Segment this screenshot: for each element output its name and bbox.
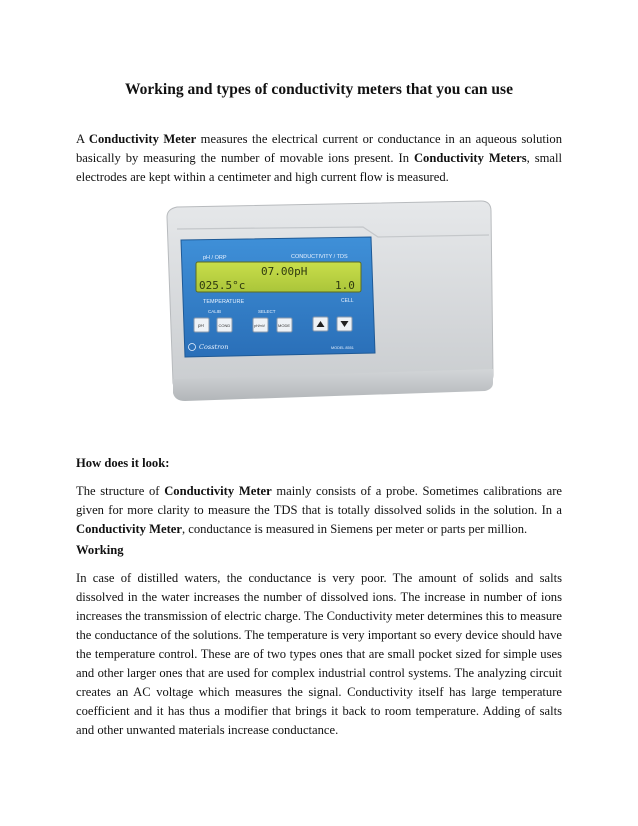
label-calib: CALIB <box>208 309 222 314</box>
look-text-2: mainly consists of a probe. Sometimes calibrations are given for more clarity to measure the TDS that is totally dissolved solids in the solution. In a <box>76 484 563 517</box>
intro-bold-1: Conductivity Meter <box>88 132 197 146</box>
look-bold-2: Conductivity Meter <box>76 522 182 536</box>
display-ph-reading: 07.00pH <box>261 265 308 278</box>
section-heading-look: How does it look: <box>76 456 170 470</box>
label-cell: CELL <box>341 298 354 304</box>
intro-text-2: measures the electrical current or conductance in an aqueous solution basically by measuring the number of movable ions present. In <box>76 132 562 165</box>
display-cell-reading: 1.0 <box>335 279 355 292</box>
label-ph-orp: pH / ORP <box>203 255 227 261</box>
model-label: MODEL 8551 <box>331 346 354 350</box>
look-text-1: The structure of <box>76 484 165 498</box>
ph-button[interactable] <box>194 318 209 332</box>
conductivity-meter-image <box>163 197 495 417</box>
mode-button[interactable] <box>277 318 292 332</box>
cond-button[interactable] <box>217 318 232 332</box>
intro-bold-2: Conductivity Meters <box>413 151 527 165</box>
svg-text:pH: pH <box>198 323 204 328</box>
intro-paragraph <box>76 130 562 187</box>
document-title: Working and types of conductivity meters that you can use <box>125 81 513 98</box>
section-working-paragraph: In case of distilled waters, the conductance is very poor. The amount of solids and salts dissolved in the water increases the number of dissolved ions. The increase in number of ions increases the transmission of electric charge. The Conductivity meter determines this to measure the conductance of the solutions. The temperature is very important so every device should have the temperature control. These are of two types ones that are small pocket sized for simple uses and other larger ones that are used for complex industrial control systems. The analyzing circuit creates an AC voltage which measures the signal. Conductivity itself has large temperature coefficient and it has thus a modifier that brings it back to room temperature. Adding of salts and other unwanted materials increase conductance. <box>76 571 562 737</box>
display-temp-reading: 025.5°c <box>199 279 246 292</box>
intro-text-3: , small electrodes are kept within a centimeter and high current flow is measured. <box>76 151 562 184</box>
look-bold-1: Conductivity Meter <box>164 484 272 498</box>
label-conductivity-tds: CONDUCTIVITY / TDS <box>291 254 348 260</box>
brand-name: Cosstron <box>199 343 229 351</box>
look-text-3: , conductance is measured in Siemens per meter or parts per million. <box>181 522 528 536</box>
svg-text:MODE: MODE <box>278 323 290 328</box>
down-arrow-button[interactable] <box>337 317 352 331</box>
up-arrow-button[interactable] <box>313 317 328 331</box>
intro-text-1: A <box>76 132 89 146</box>
label-temperature: TEMPERATURE <box>203 299 245 305</box>
svg-text:pH/mV: pH/mV <box>254 324 265 328</box>
svg-text:COND: COND <box>218 323 231 328</box>
ph-mv-button[interactable] <box>253 318 268 332</box>
section-heading-working: Working <box>76 543 124 557</box>
label-select: SELECT <box>258 309 276 314</box>
section-look-paragraph <box>76 482 562 539</box>
